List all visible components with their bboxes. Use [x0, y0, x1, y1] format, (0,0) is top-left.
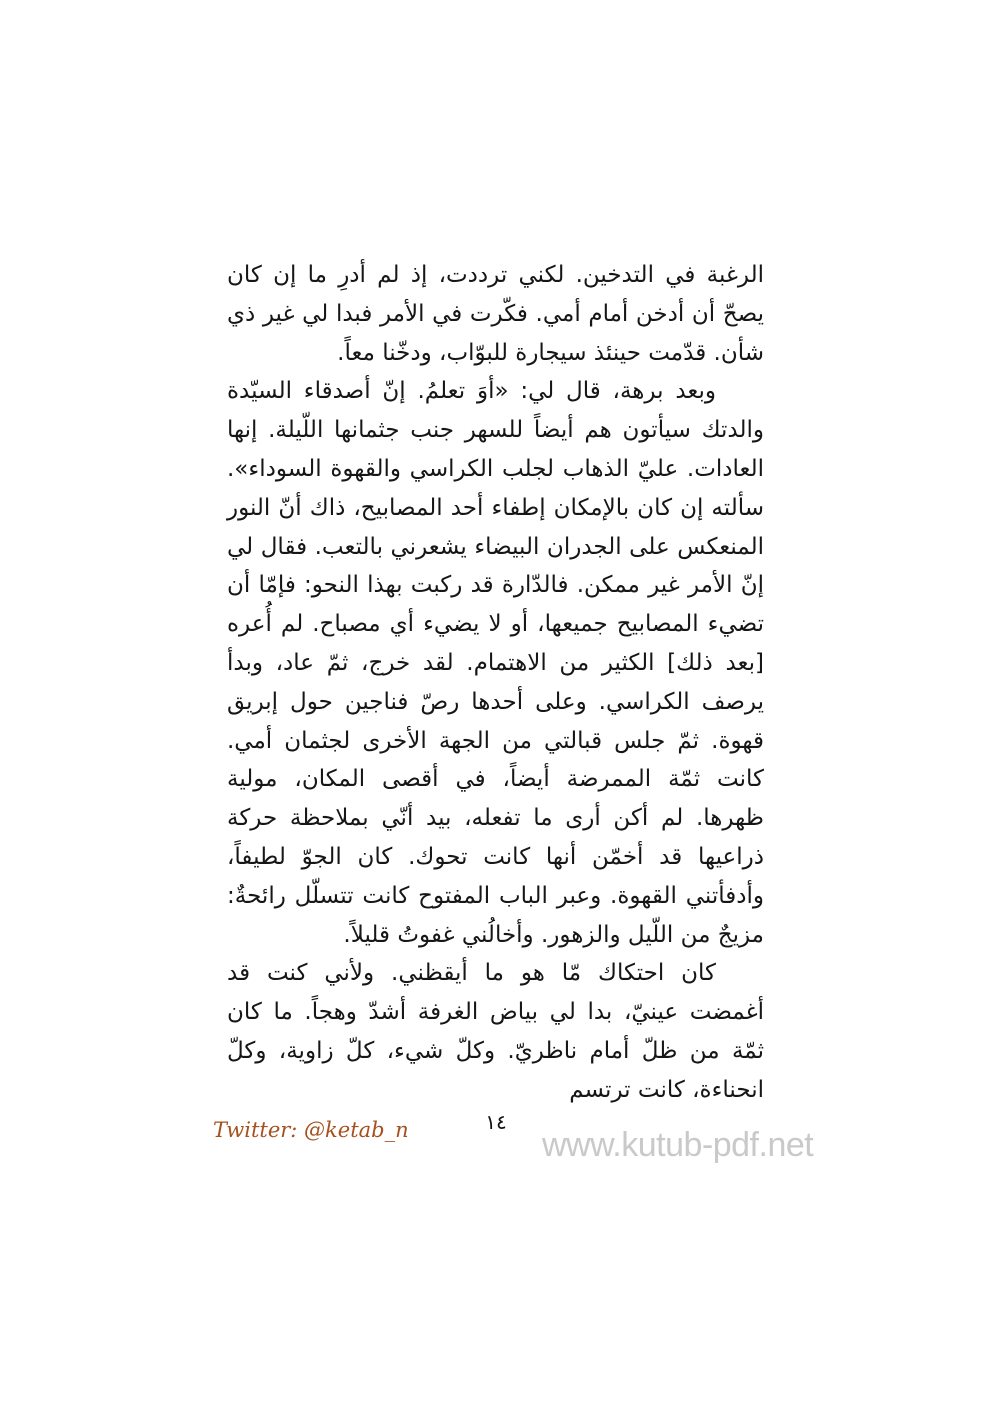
paragraph-1: الرغبة في التدخين. لكني ترددت، إذ لم أدرِ ما إن كان يصحّ أن أدخن أمام أمي. فكّرت في الأمر فبدا لي غير ذي شأن. قدّمت حينئذ سيجارة للبوّاب، ودخّنا معاً.	[227, 262, 764, 366]
watermark: www.kutub-pdf.net	[542, 1126, 814, 1164]
page-number: ١٤	[485, 1110, 507, 1134]
body-text-block	[227, 256, 764, 1110]
paragraph-2: وبعد برهة، قال لي: «أوَ تعلمُ. إنّ أصدقاء السيّدة والدتك سيأتون هم أيضاً للسهر جنب جثمانها اللّيلة. إنها العادات. عليّ الذهاب لجلب الكراسي والقهوة السوداء». سألته إن كان بالإمكان إطفاء أحد المصابيح، ذاك أنّ النور المنعكس على الجدران البيضاء يشعرني بالتعب. فقال لي إنّ الأمر غير ممكن. فالدّارة قد ركبت بهذا النحو: فإمّا أن تضيء المصابيح جميعها، أو لا يضيء أي مصباح. لم أُعره [بعد ذلك] الكثير من الاهتمام. لقد خرج، ثمّ عاد، وبدأ يرصف الكراسي. وعلى أحدها رصّ فناجين حول إبريق قهوة. ثمّ جلس قبالتي من الجهة الأخرى لجثمان أمي. كانت ثمّة الممرضة أيضاً، في أقصى المكان، مولية ظهرها. لم أكن أرى ما تفعله، بيد أنّي بملاحظة حركة ذراعيها قد أخمّن أنها كانت تحوك. كان الجوّ لطيفاً، وأدفأتني القهوة. وعبر الباب المفتوح كانت تتسلّل رائحةٌ: مزيجٌ من اللّيل والزهور. وأخالُني غفوتُ قليلاً.	[227, 378, 764, 948]
twitter-handle-label: Twitter: @ketab_n	[213, 1118, 409, 1142]
paragraph-3: كان احتكاك مّا هو ما أيقظني. ولأني كنت قد أغمضت عينيّ، بدا لي بياض الغرفة أشدّ وهجاً. ما كان ثمّة من ظلّ أمام ناظريّ. وكلّ شيء، كلّ زاوية، وكلّ انحناءة، كانت ترتسم	[227, 960, 764, 1103]
